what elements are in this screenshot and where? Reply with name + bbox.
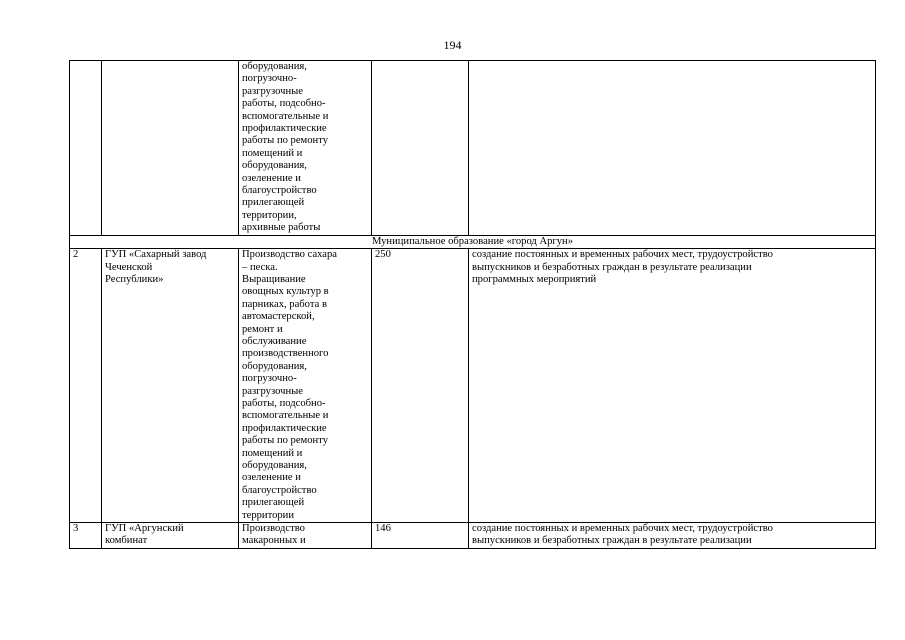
- jobs-count-cell: 146: [372, 523, 469, 549]
- row-number-cell: 3: [70, 523, 102, 549]
- organization-name-cell: ГУП «Сахарный завод Чеченской Республики»: [102, 249, 239, 523]
- organization-name-cell: ГУП «Аргунский комбинат: [102, 523, 239, 549]
- organization-name-cell: [102, 61, 239, 236]
- jobs-count-cell: [372, 61, 469, 236]
- table-row: [70, 523, 876, 549]
- table-row: [70, 249, 876, 523]
- row-number-cell: 2: [70, 249, 102, 523]
- expected-result-cell: [469, 61, 876, 236]
- municipality-header: Муниципальное образование «город Аргун»: [70, 235, 876, 248]
- enterprises-table: [69, 60, 876, 549]
- jobs-count-cell: 250: [372, 249, 469, 523]
- section-header-row: [70, 235, 876, 248]
- table-row: [70, 61, 876, 236]
- activity-cell: Производство сахара – песка. Выращивание овощных культур в парниках, работа в автомастерской, ремонт и обслуживание производственного оборудования, погрузочно- разгрузочные работы, подсобно- вспомогательные и профилактические работы по ремонту помещений и оборудования, озеленение и благоустройство прилегающей территории: [239, 249, 372, 523]
- row-number-cell: [70, 61, 102, 236]
- page-number: 194: [443, 38, 462, 52]
- activity-cell: оборудования, погрузочно- разгрузочные работы, подсобно- вспомогательные и профилактические работы по ремонту помещений и оборудования, озеленение и благоустройство прилегающей территории, архивные работы: [239, 61, 372, 236]
- expected-result-cell: создание постоянных и временных рабочих мест, трудоустройство выпускников и безработных граждан в результате реализации: [469, 523, 876, 549]
- activity-cell: Производство макаронных и: [239, 523, 372, 549]
- expected-result-cell: создание постоянных и временных рабочих мест, трудоустройство выпускников и безработных граждан в результате реализации программных мероприятий: [469, 249, 876, 523]
